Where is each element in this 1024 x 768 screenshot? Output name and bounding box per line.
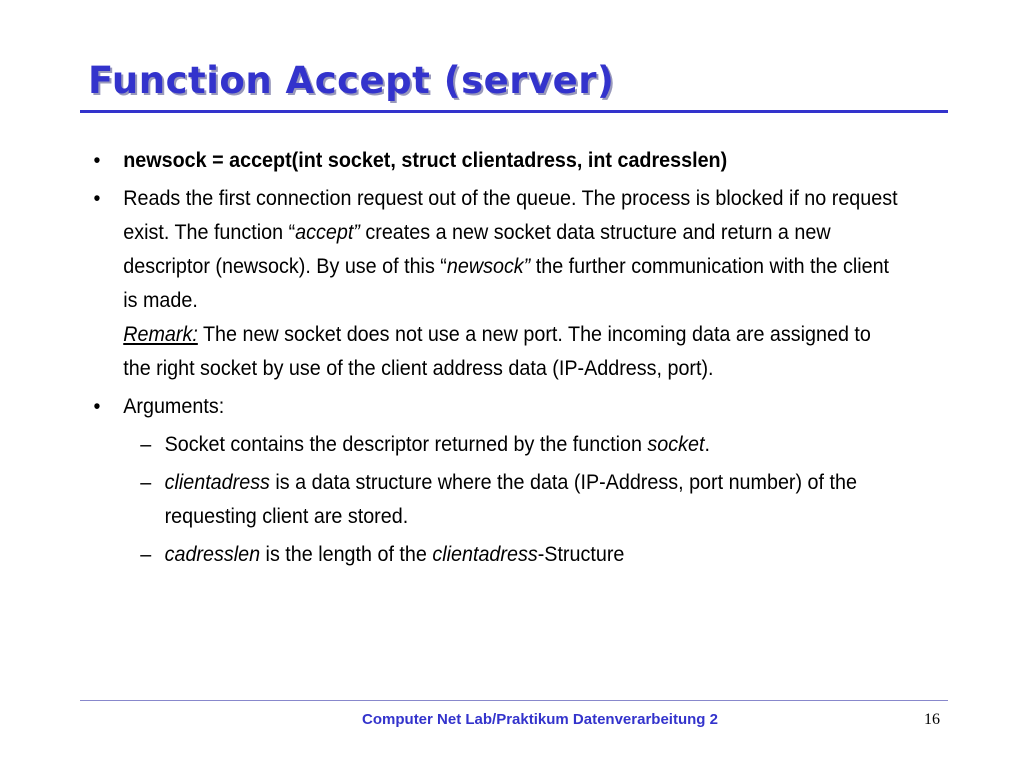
bullet-item-signature <box>80 144 898 178</box>
dash-icon: – <box>140 471 152 494</box>
socket-keyword: socket <box>647 433 705 456</box>
sub-item-text <box>165 538 908 572</box>
cadresslen-keyword: cadresslen <box>164 543 261 566</box>
newsock-keyword: newsock” <box>446 255 531 278</box>
slide-body <box>80 144 898 576</box>
dash-icon: – <box>140 543 152 566</box>
sub-text-part: Socket contains the descriptor returned by the function <box>164 433 648 456</box>
bullet-item-arguments <box>80 390 898 424</box>
arguments-heading: Arguments: <box>123 395 225 418</box>
footer-course-title: Computer Net Lab/Praktikum Datenverarbeitung 2 <box>362 711 718 728</box>
footer-divider <box>80 700 948 701</box>
remark-text: The new socket does not use a new port. The incoming data are assigned to the right socket by use of the client address data (IP-Address, port). <box>123 323 871 380</box>
sub-item-socket <box>80 428 898 462</box>
sub-text-part: -Structure <box>537 543 625 566</box>
description-text <box>123 182 903 386</box>
slide-title: Function Accept (server) <box>88 59 615 102</box>
page-number: 16 <box>924 711 940 728</box>
sub-text-part: is a data structure where the data (IP-Address, port number) of the requesting client are stored. <box>164 471 857 528</box>
sub-item-text <box>165 428 908 462</box>
clientadress-keyword: clientadress <box>432 543 538 566</box>
accept-signature: newsock = accept(int socket, struct clientadress, int cadresslen) <box>123 149 728 172</box>
sub-item-text <box>165 466 908 534</box>
remark-label: Remark: <box>123 323 198 346</box>
bullet-item-description <box>80 182 898 386</box>
sub-text-part: . <box>704 433 710 456</box>
bullet-icon: • <box>93 149 101 172</box>
description-part: creates a new socket data structure and return a new descriptor (newsock). By use of this “ <box>123 221 831 278</box>
clientadress-keyword: clientadress <box>164 471 270 494</box>
dash-icon: – <box>140 433 152 456</box>
sub-item-clientadress <box>80 466 898 534</box>
accept-keyword: accept” <box>295 221 360 244</box>
sub-item-cadresslen <box>80 538 898 572</box>
sub-text-part: is the length of the <box>260 543 433 566</box>
bullet-icon: • <box>93 187 101 210</box>
bullet-icon: • <box>93 395 101 418</box>
description-part: the further communication with the client is made. <box>123 255 890 312</box>
description-part: Reads the first connection request out of the queue. The process is blocked if no request exist. The function “ <box>123 187 898 244</box>
title-underline <box>80 110 948 113</box>
